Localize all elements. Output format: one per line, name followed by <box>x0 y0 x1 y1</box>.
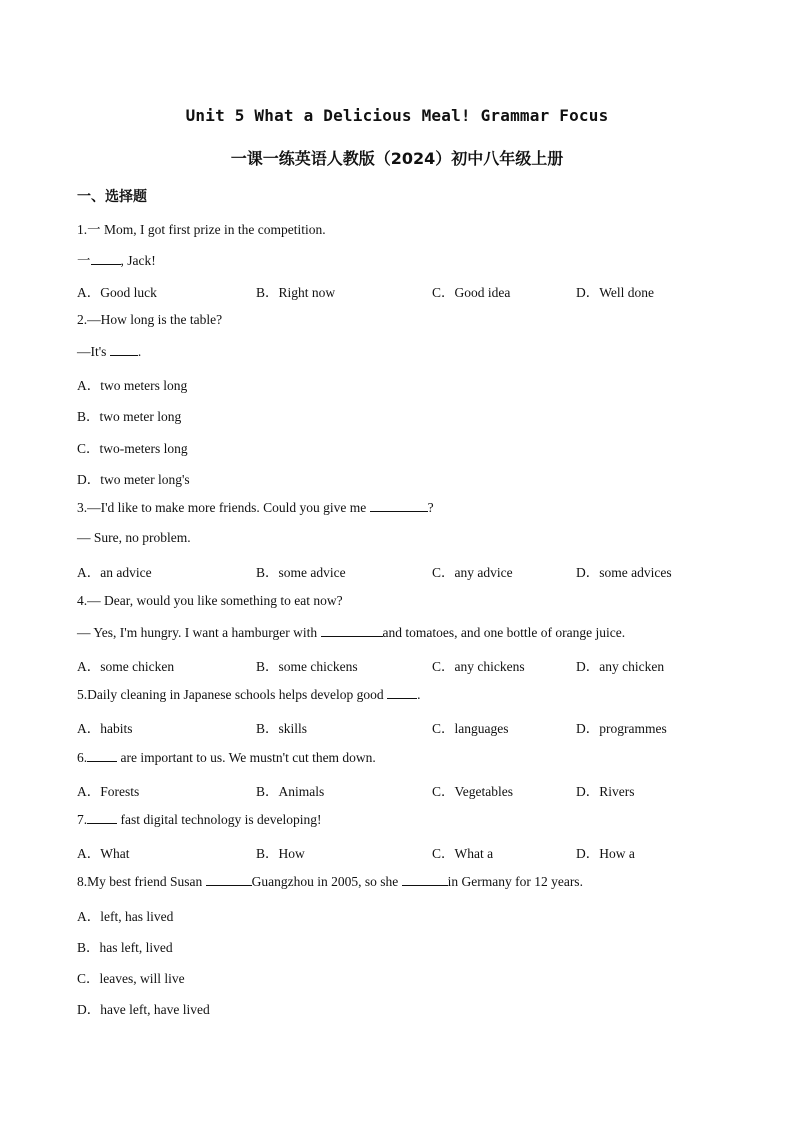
question-8-option-c[interactable]: C．leaves, will live <box>77 971 185 986</box>
document-subtitle: 一课一练英语人教版（2024）初中八年级上册 <box>230 149 564 168</box>
answer-blank <box>402 873 448 886</box>
question-6-option-a[interactable]: A．Forests <box>77 784 140 799</box>
question-5-option-d[interactable]: D．programmes <box>576 721 667 736</box>
question-2-stem: 2.—How long is the table? <box>77 312 223 327</box>
answer-blank <box>370 499 428 512</box>
question-4-option-b[interactable]: B．some chickens <box>256 659 358 674</box>
question-2-option-c[interactable]: C．two-meters long <box>77 441 188 456</box>
question-1-option-c[interactable]: C．Good idea <box>432 285 511 300</box>
question-8-option-d[interactable]: D．have left, have lived <box>77 1002 210 1017</box>
question-3-option-b[interactable]: B．some advice <box>256 565 346 580</box>
question-1-response: 一 , Jack! <box>77 253 156 268</box>
question-3-option-c[interactable]: C．any advice <box>432 565 513 580</box>
question-1-option-a[interactable]: A．Good luck <box>77 285 157 300</box>
question-5-option-c[interactable]: C．languages <box>432 721 509 736</box>
question-6-option-c[interactable]: C．Vegetables <box>432 784 513 799</box>
question-6-option-d[interactable]: D．Rivers <box>576 784 635 799</box>
question-4-option-a[interactable]: A．some chicken <box>77 659 175 674</box>
answer-blank <box>87 811 117 824</box>
question-8-stem: 8.My best friend Susan Guangzhou in 2005, so she in Germany for 12 years. <box>77 874 583 889</box>
question-4-option-d[interactable]: D．any chicken <box>576 659 665 674</box>
question-4-option-c[interactable]: C．any chickens <box>432 659 525 674</box>
question-2-option-b[interactable]: B．two meter long <box>77 409 182 424</box>
question-1-option-b[interactable]: B．Right now <box>256 285 336 300</box>
question-7-option-d[interactable]: D．How a <box>576 846 635 861</box>
question-3-option-a[interactable]: A．an advice <box>77 565 152 580</box>
document-title: Unit 5 What a Delicious Meal! Grammar Focus <box>185 106 609 125</box>
question-7-option-b[interactable]: B．How <box>256 846 305 861</box>
question-3-response: — Sure, no problem. <box>77 530 191 545</box>
answer-blank <box>87 749 117 762</box>
answer-blank <box>321 624 383 637</box>
question-7-stem: 7. fast digital technology is developing! <box>77 812 322 827</box>
question-5-option-b[interactable]: B．skills <box>256 721 308 736</box>
question-7-option-a[interactable]: A．What <box>77 846 130 861</box>
question-8-option-a[interactable]: A．left, has lived <box>77 909 174 924</box>
question-2-option-a[interactable]: A．two meters long <box>77 378 188 393</box>
answer-blank <box>110 343 138 356</box>
question-5-stem: 5.Daily cleaning in Japanese schools helps develop good . <box>77 687 421 702</box>
answer-blank <box>387 686 417 699</box>
question-1-option-d[interactable]: D．Well done <box>576 285 655 300</box>
question-6-option-b[interactable]: B．Animals <box>256 784 325 799</box>
question-3-option-d[interactable]: D．some advices <box>576 565 672 580</box>
section-heading: 一、选择题 <box>77 189 147 205</box>
question-5-option-a[interactable]: A．habits <box>77 721 133 736</box>
question-2-response: —It's . <box>77 344 142 359</box>
question-6-stem: 6. are important to us. We mustn't cut them down. <box>77 750 376 765</box>
question-4-stem: 4.— Dear, would you like something to eat now? <box>77 593 343 608</box>
question-3-stem: 3.—I'd like to make more friends. Could you give me ? <box>77 500 434 515</box>
answer-blank <box>91 252 121 265</box>
question-4-response: — Yes, I'm hungry. I want a hamburger with and tomatoes, and one bottle of orange juice. <box>77 625 626 640</box>
question-2-option-d[interactable]: D．two meter long's <box>77 472 190 487</box>
answer-blank <box>206 873 252 886</box>
question-7-option-c[interactable]: C．What a <box>432 846 494 861</box>
question-1-stem: 1.一 Mom, I got first prize in the competition. <box>77 222 326 237</box>
question-8-option-b[interactable]: B．has left, lived <box>77 940 173 955</box>
